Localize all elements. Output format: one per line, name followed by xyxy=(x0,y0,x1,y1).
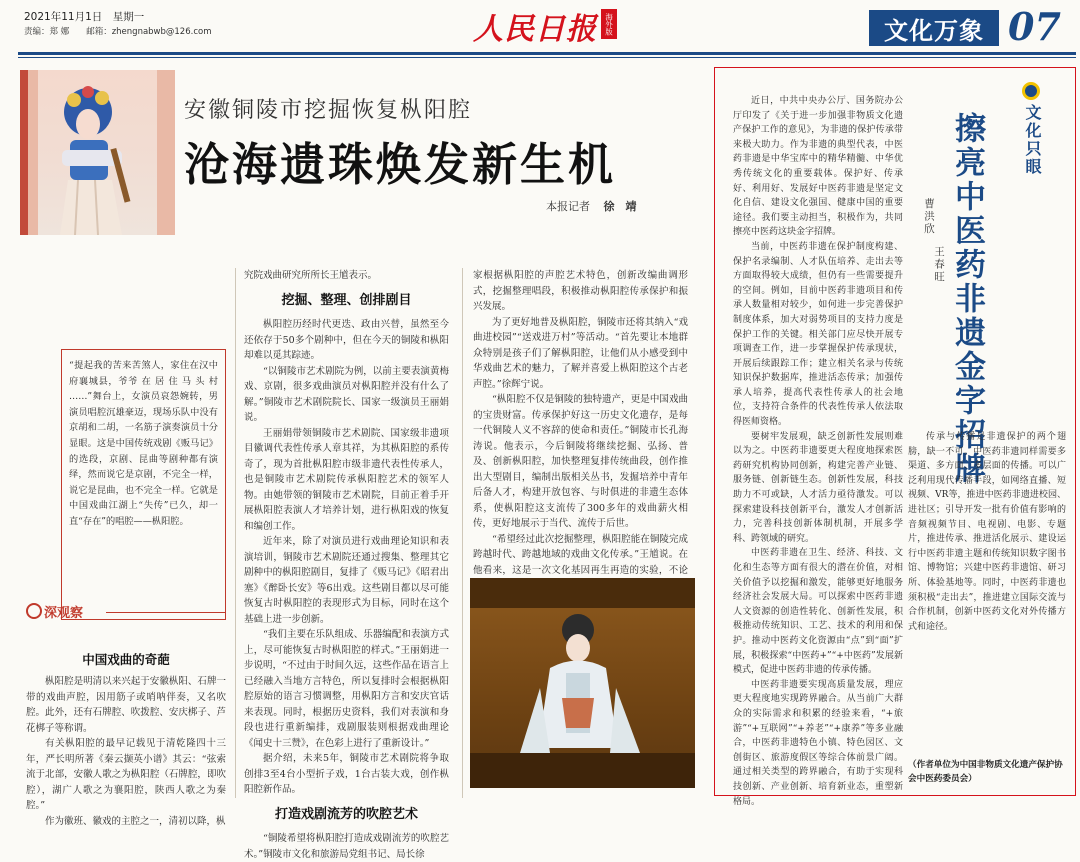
opera-performer-photo xyxy=(20,70,175,235)
pullquote-text: “提起我的苦来苦煞人，家住在汉中府襄城县，爷爷 在 居 住 马 头 村 ……”舞台上，女演员哀怨婉转，男演员唱腔沉雄豪迈，现场乐队中没有京胡和二胡，一名筋子演奏演员十分显眼。这是中国传统戏剧《贩马记》的选段，京剧、昆曲等剧种都有演绎，然而说它是京剧，不完全一样，说它是昆曲，也不完全一样。它就是中国戏曲江湖上“失传”已久，却一直“存在”的唱腔——枞阳腔。 xyxy=(69,360,218,527)
masthead-rule xyxy=(18,52,1076,55)
byline xyxy=(546,198,637,214)
byline-name: 徐 靖 xyxy=(603,200,637,213)
paper-name-logo: 人民日报 xyxy=(473,12,597,47)
right-body-col1 xyxy=(733,94,903,807)
col2-paragraph: 王丽娟带领铜陵市艺术剧院、国家级非遗项目徽调代表性传承人章其祥，为其枞阳腔的系传奇了，现为首批枞阳腔市级非遗代表性传承人，也是铜陵市艺术剧院传承枞阳腔艺术的领军人物。由她带领的铜陵市艺术剧院，目前正着手开展枞阳腔表演人才培养计划，进行枞阳戏的恢复和编创工作。 xyxy=(244,427,449,532)
page-number: 07 xyxy=(1008,4,1061,49)
right-paragraph: 当前，中医药非遗在保护制度构建、保护名录编制、人才队伍培养、走出去等方面取得较大成绩，但仍有一些需要提升的空间。例如，目前中医药非遗项目和传承人数量相对较少，如何进一步完善保护制度体系，加大对弱势项目的支持力度是保护工作的关键。相关部门应尽快开展专项调查工作，进一步掌握保护传承现状，开展后续跟踪工作；建立相关名录与传统知识保护数据库，推进活态传承；加强传承人培养，提高代表性传承人的社会地位，支持符合条件的代表性传承人依法取得医师资格。 xyxy=(733,241,903,428)
pullquote-box xyxy=(61,349,226,620)
edition-badge xyxy=(601,9,617,39)
col2-intro: 究院戏曲研究所所长王馗表示。 xyxy=(244,270,378,281)
right-paragraph: 近日，中共中央办公厅、国务院办公厅印发了《关于进一步加强非物质文化遗产保护工作的意见》，为非遗的保护传承带来极大助力。作为非遗的典型代表，中医药非遗是中华宝库中的精华精髓、中华优秀传统文化的重要载体。保护好、传承好、利用好、发展好中医药非遗是坚定文化自信、建设文化强国、健康中国的重要途径。我们要主动担当，积极作为，共同擦亮中医药这块金字招牌。 xyxy=(733,96,903,238)
article-kicker: 安徽铜陵市挖掘恢复枞阳腔 xyxy=(184,98,473,123)
col1-subhead: 中国戏曲的奇葩 xyxy=(82,652,170,667)
masthead xyxy=(0,0,1080,60)
right-paragraph: 传承与传播是非遗保护的两个翅膀，缺一不可。中医药非遗同样需要多渠道、多方面、多层面的传播。可以广泛利用现代传播手段，如网络直播、短视频、VR等，推进中医药非遗进校园、进社区；引导开发一批有价值有影响的音频视频节目、电视剧、电影、专题片，推进传承、推进活化展示、建设运行中医药非遗主题和传统知识数字图书馆、博物馆；兴建中医药非遗馆、研习所、体验基地等。同时，中医药非遗也须积极“走出去”，推进建立国际交流与合作机制，创新中医药文化对外传播方式和途径。 xyxy=(908,432,1066,632)
masthead-rule-thin xyxy=(18,57,1076,58)
col2-subhead-1: 挖掘、整理、创排剧目 xyxy=(281,292,412,308)
column-label: 文化只眼 xyxy=(1023,104,1042,176)
magnifier-icon xyxy=(26,603,42,619)
col3-paragraph: “希望经过此次挖掘整理，枞阳腔能在铜陵完成跨越时代、跨越地域的戏曲文化传承。”王馗说。在他看来，这是一次文化基因再生再造的实验，不论 xyxy=(473,533,688,576)
col2-paragraph: 近年来，除了对演员进行戏曲理论知识和表演培训，铜陵市艺术剧院还通过搜集、整理其它剧种中的枞阳腔剧目，复排了《贩马记》《昭君出塞》《醉卧长安》等6出戏。这些剧目都以尽可能恢复古时枞阳腔的表现形式为目标，同时在这个基础上进一步创新。 xyxy=(244,536,449,625)
column-divider xyxy=(235,268,236,798)
col2-paragraph: 枞阳腔历经时代更迭、政由兴替，虽然至今还依存于50多个剧种中，但在今天的铜陵和枞阳却难以觅其踪迹。 xyxy=(244,319,449,361)
col2-paragraph: 据介绍，未来5年，铜陵市艺术剧院将争取创排3至4台小型折子戏，1台古装大戏，创作枞阳腔新作品。 xyxy=(244,753,449,795)
hero-accent-band xyxy=(20,70,28,235)
stage-performance-photo xyxy=(470,578,695,788)
eye-icon xyxy=(1022,82,1040,100)
right-body-col2 xyxy=(908,430,1066,755)
right-paragraph: 要树牢发展观，缺乏创新性发展则难以为之。中医药非遗要更大程度地探索医药研究机构协同创新，构建完善产业链、服务链、创新链生态。创新性发展，科技助力不可或缺，人才活力亟待激发。可以探索建设科技创新平台，激发人才创新活力，完善科技创新体制机制，开展多学科、跨领域的研究。 xyxy=(733,431,903,544)
deep-observation-label: 深观察 xyxy=(44,605,84,621)
performer-illustration xyxy=(20,70,175,235)
col3-paragraph: “枞阳腔不仅是铜陵的独特遗产，更是中国戏曲的宝贵财富。传承保护好这一历史文化遗存，是每一代铜陵人义不容辞的使命和责任。”铜陵市长孔海涛说。他表示，今后铜陵将继续挖掘、弘扬、普及、创新枞阳腔，加快整理复排传统曲段，创作推出大型剧目，编制出版相关丛书，发掘培养中青年后备人才，构建开放包容、与时俱进的非遗生态体系，使枞阳腔这支流传了300多年的戏曲薪火相传，更好地展示于当代、流传于后世。 xyxy=(473,394,688,529)
article-headline: 沧海遗珠焕发新生机 xyxy=(184,138,617,191)
author-1: 曹洪欣 xyxy=(923,198,935,236)
col1-paragraph: 作为徽班、徽戏的主腔之一，清初以降，枞 xyxy=(45,815,226,827)
issue-date: 2021年11月1日 星期一 xyxy=(24,11,145,23)
right-paragraph: 中医药非遗要实现高质量发展，理应更大程度地实现跨界融合。从当前广大群众的实际需求和积累的经验来看，“+旅游”“+互联网”“+养老”“+康养”等多业融合，中医药非遗特色小镇、特色园区、文创街区、旅游度假区等综合体前景广阔。通过相关类型的跨界融合，有助于实现科技创新、产业创新、培育新业态，重塑新格局。 xyxy=(733,679,903,807)
right-headline: 擦亮中医药非遗金字招牌 xyxy=(949,112,985,486)
col3-paragraph: 为了更好地普及枞阳腔，铜陵市还将其纳入“戏曲进校园”“送戏进万村”等活动。“首先要让本地群众特别是孩子们了解枞阳腔，让他们从小感受到中华戏曲艺术的魅力，了解并喜爱上枞阳腔这个古老声腔。”徐辉宁说。 xyxy=(473,316,688,390)
editor-info: 责编：郑 娜 邮箱：zhengnabwb@126.com xyxy=(24,27,212,37)
edition-badge-text: 海外版 xyxy=(604,12,614,36)
culture-eye-badge xyxy=(1017,82,1051,192)
col2-subhead-2: 打造戏剧流芳的吹腔艺术 xyxy=(274,806,418,822)
byline-label: 本报记者 xyxy=(546,200,590,213)
col2-paragraph: “我们主要在乐队组成、乐器编配和表演方式上，尽可能恢复古时枞阳腔的样式。”王丽娟进一步说明，“不过由于时间久远，这些作品在语言上已经融入当地方言特色，所以复排时会根据枞阳腔原始的语言习惯调整，用枞阳方言和安庆官话来表现。同时，根据历史资料，我们对表演和身段也进行重新编排，戏剧服装则根据戏曲理论《闻史十三赞》，在色彩上进行了重新设计。” xyxy=(244,629,449,749)
col3-body xyxy=(473,268,688,576)
author-2: 王春旺 xyxy=(933,246,945,284)
deep-tag-rule xyxy=(106,612,226,613)
right-paragraph: 中医药非遗在卫生、经济、科技、文化和生态等方面有很大的潜在价值，对相关价值予以挖掘和激发，能够更好地服务经济社会发展大局。可以探索中医药非遗人文资源的创造性转化、创新性发展，积极推动传统知识、工艺、技术的利用和保护。推动中医药文化资源由“点”到“面”扩展，积极探索“中医药+”“+中医药”发展新模式，促进中医药非遗的传承传播。 xyxy=(733,548,903,676)
column-divider xyxy=(462,268,463,798)
deep-observation-tag xyxy=(26,600,83,622)
col2-body xyxy=(244,268,449,860)
col2-paragraph: “铜陵希望将枞阳腔打造成戏剧流芳的吹腔艺术。”铜陵市文化和旅游局党组书记、局长徐 xyxy=(244,833,449,860)
col3-paragraph: 家根据枞阳腔的声腔艺术特色，创新改编曲调形式，挖掘整理唱段，积极推动枞阳腔传承保护和振兴发展。 xyxy=(473,270,688,312)
stage-illustration xyxy=(470,578,695,788)
right-footer: （作者单位为中国非物质文化遗产保护协会中医药委员会） xyxy=(908,760,1063,784)
col1-paragraph: 枞阳腔是明清以来兴起于安徽枞阳、石牌一带的戏曲声腔，因用筋子或哨呐伴奏，又名吹腔。此外，还有石牌腔、吹拨腔、安庆梆子、芦花梆子等称谓。 xyxy=(26,676,226,734)
section-title xyxy=(869,10,999,46)
section-title-text: 文化万象 xyxy=(884,15,984,45)
col1-paragraph: 有关枞阳腔的最早记载见于清乾隆四十三年，严长明所著《秦云撷英小谱》其云：“弦索流于北部，安徽人歌之为枞阳腔（石牌腔，即吹腔），湖广人歌之为襄阳腔，陕西人歌之为秦腔。” xyxy=(26,738,226,811)
col1-body xyxy=(26,674,226,827)
col2-paragraph: “以铜陵市艺术剧院为例，以前主要表演黄梅戏、京剧，很多戏曲演员对枞阳腔并没有什么了解。”铜陵市艺术剧院院长、国家一级演员王丽娟说。 xyxy=(244,365,449,423)
